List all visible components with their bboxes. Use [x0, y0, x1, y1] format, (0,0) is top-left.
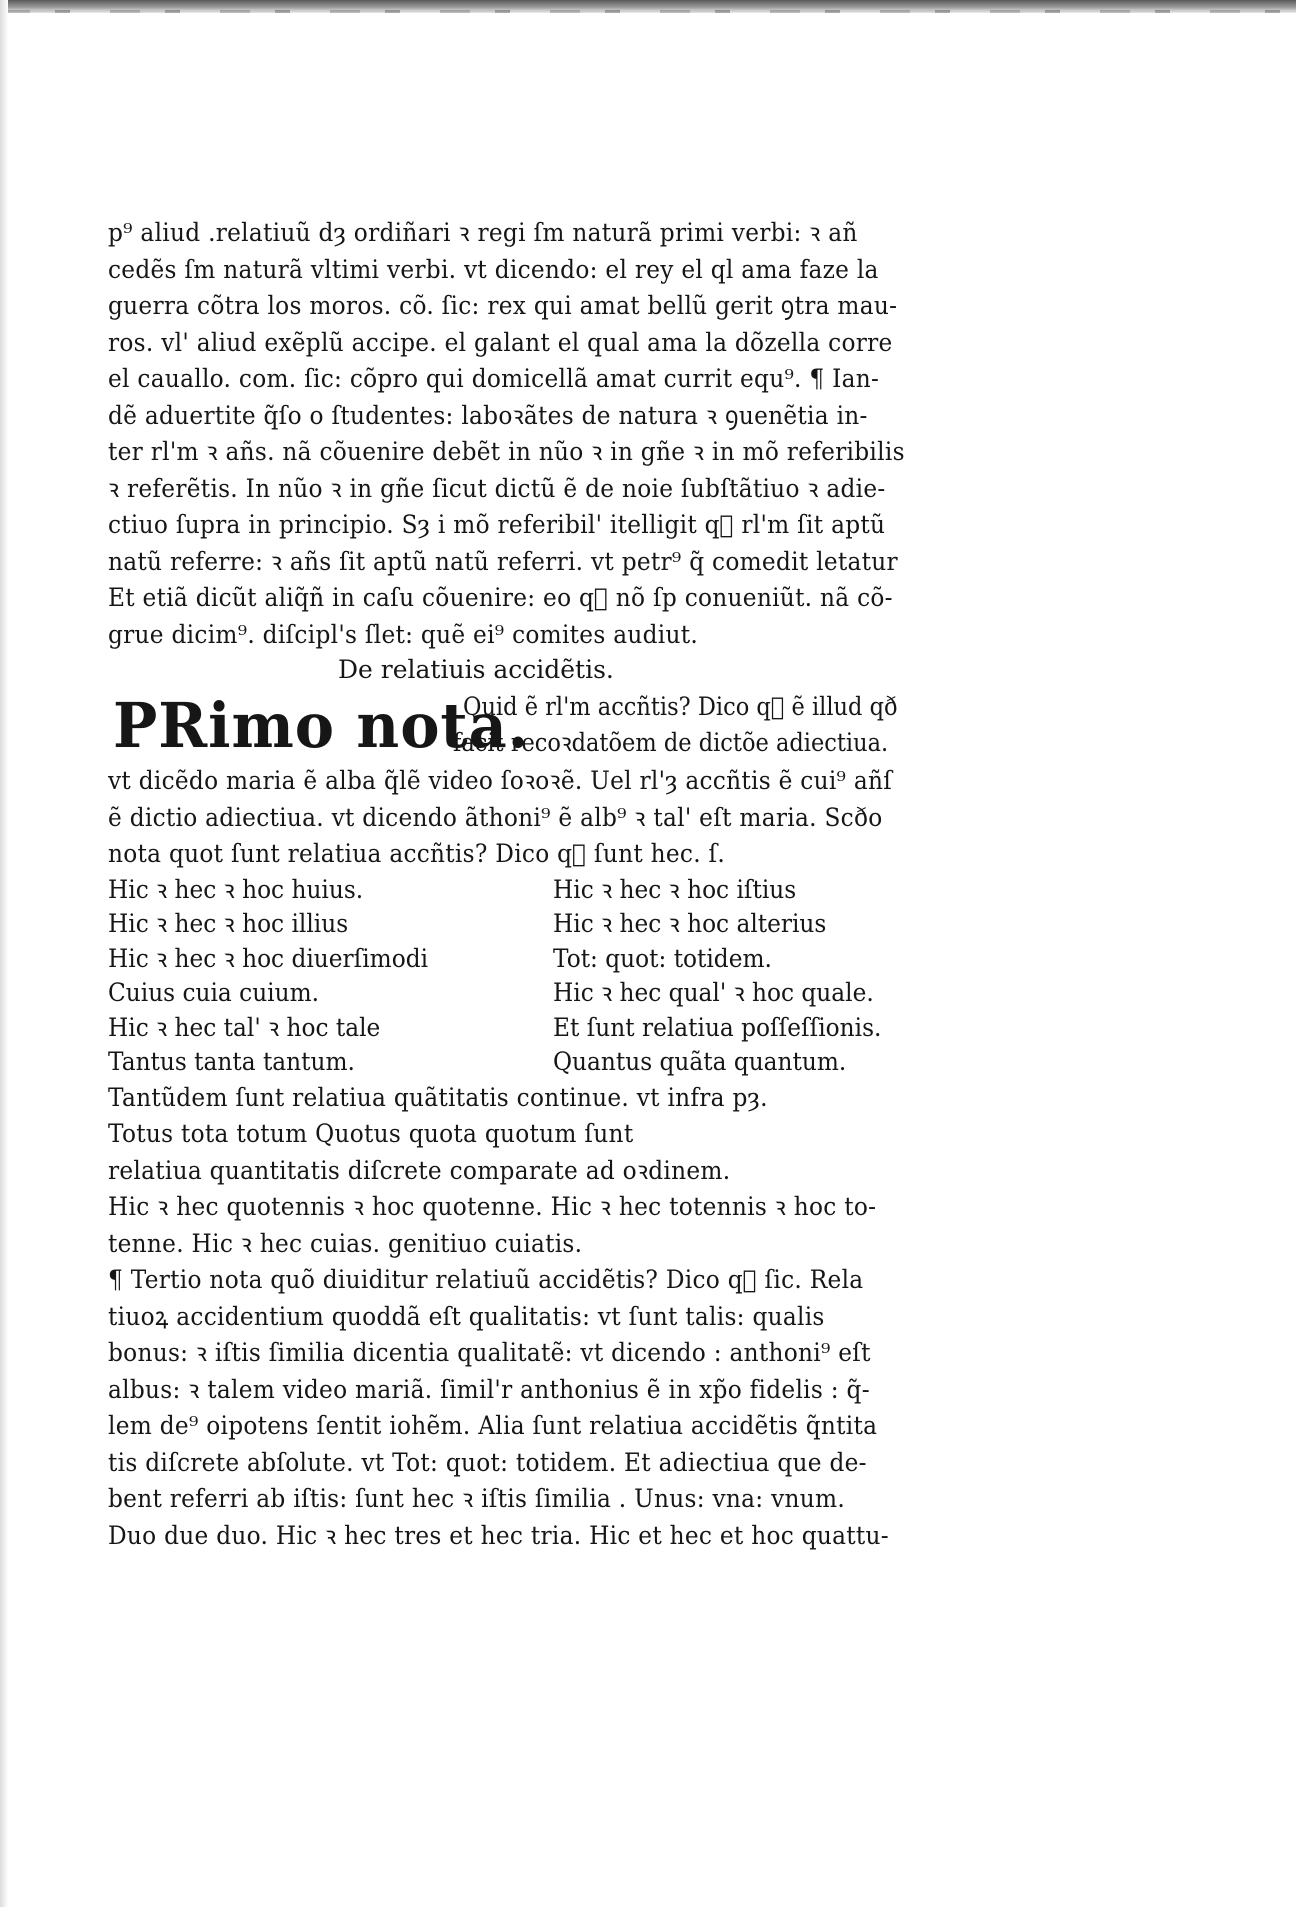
list-item: Tantus tanta tantum.	[108, 1047, 355, 1076]
text-line: guerra cõtra los moros. cõ. ſic: rex qui amat bellũ gerit ꝯtra mau-	[108, 291, 898, 320]
text-line: Quid ẽ rl'm accñtis? Dico q᷑ ẽ illud qð	[463, 692, 898, 721]
text-line: albus: ꝛ talem video mariã. ſimil'r anthonius ẽ in xp̃o fidelis : q̃-	[108, 1374, 870, 1404]
text-line: ¶ Tertio nota quõ diuiditur relatiuũ accidẽtis? Dico q᷑ ſic. Rela	[108, 1265, 864, 1294]
list-row	[108, 942, 968, 977]
scan-top-edge	[0, 0, 1296, 12]
section-heading: De relatiuis accidẽtis.	[338, 655, 614, 684]
text-line: Hic ꝛ hec quotennis ꝛ hoc quotenne. Hic ꝛ hec totennis ꝛ hoc to-	[108, 1192, 877, 1221]
text-line: Totus tota totum Quotus quota quotum ſunt	[108, 1119, 634, 1148]
text-line: natũ referre: ꝛ añs ſit aptũ natũ referri. vt petr⁹ q̃ comedit letatur	[108, 546, 898, 576]
text-line: bonus: ꝛ iſtis ſimilia dicentia qualitatẽ: vt dicendo : anthoni⁹ eſt	[108, 1338, 871, 1367]
list-item: Hic ꝛ hec ꝛ hoc huius.	[108, 874, 364, 904]
list-item: Hic ꝛ hec ꝛ hoc illius	[108, 909, 349, 938]
text-line: tenne. Hic ꝛ hec cuias. genitiuo cuiatis.	[108, 1228, 583, 1258]
text-line: nota quot ſunt relatiua accñtis? Dico q᷑ ſunt hec. ſ.	[108, 839, 726, 868]
list-item: Et ſunt relatiua poſſeſſionis.	[553, 1012, 882, 1042]
paragraph-3	[108, 1080, 968, 1555]
text-line: Et etiã dicũt aliq̃ñ in caſu cõuenire: eo q᷑ nõ ſp conueniũt. nã cõ-	[108, 583, 893, 612]
text-line: p⁹ aliud .relatiuũ dȝ ordiñari ꝛ regi ſm naturã primi verbi: ꝛ añ	[108, 218, 858, 247]
list-item: Hic ꝛ hec tal' ꝛ hoc tale	[108, 1012, 381, 1042]
scan-left-edge	[0, 0, 8, 1907]
list-item: Hic ꝛ hec ꝛ hoc alterius	[553, 909, 827, 938]
text-line: ꝛ referẽtis. In nũo ꝛ in gñe ſicut dictũ ẽ de noie ſubſtãtiuo ꝛ adie-	[108, 473, 886, 503]
list-row	[108, 1045, 968, 1080]
list-item: Hic ꝛ hec ꝛ hoc iſtius	[553, 874, 797, 904]
list-item: Hic ꝛ hec ꝛ hoc diuerſimodi	[108, 943, 429, 973]
text-line: ros. vl' aliud exẽplũ accipe. el galant el qual ama la dõzella corre	[108, 327, 893, 357]
text-line: tis diſcrete abſolute. vt Tot: quot: totidem. Et adiectiua que de-	[108, 1447, 867, 1477]
text-line: dẽ aduertite q̃ſo o ſtudentes: laboꝛãtes de natura ꝛ ꝯuenẽtia in-	[108, 400, 868, 430]
text-line: lem de⁹ oipotens ſentit iohẽm. Alia ſunt relatiua accidẽtis q̃ntita	[108, 1411, 878, 1440]
text-line: relatiua quantitatis diſcrete comparate ad oꝛdinem.	[108, 1155, 731, 1185]
list-item: Tot: quot: totidem.	[553, 943, 772, 973]
list-item: Hic ꝛ hec qual' ꝛ hoc quale.	[553, 978, 874, 1007]
list-item: Quantus quãta quantum.	[553, 1047, 847, 1076]
text-line: grue dicim⁹. diſcipl's ſlet: quẽ ei⁹ comites audiut.	[108, 619, 699, 649]
text-line: bent referri ab iſtis: ſunt hec ꝛ iſtis ſimilia . Unus: vna: vnum.	[108, 1484, 845, 1513]
paragraph-2	[108, 763, 968, 873]
text-line: vt dicẽdo maria ẽ alba q̃lẽ video ſoꝛoꝛẽ. Uel rl'ȝ accñtis ẽ cui⁹ añſ	[108, 766, 893, 795]
primo-nota-block	[108, 687, 968, 763]
relatiua-list	[108, 873, 968, 1080]
list-item: Cuius cuia cuium.	[108, 978, 320, 1007]
decorated-initial: PRimo nota.	[113, 689, 530, 762]
page-text	[108, 215, 968, 1554]
list-row	[108, 976, 968, 1011]
text-line: cedẽs ſm naturã vltimi verbi. vt dicendo: el rey el ql ama faze la	[108, 254, 879, 284]
text-line: ctiuo ſupra in principio. Sȝ i mõ referibil' itelligit q᷑ rl'm ſit aptũ	[108, 510, 886, 539]
list-row	[108, 1011, 968, 1046]
text-line: Tantũdem ſunt relatiua quãtitatis continue. vt infra pȝ.	[108, 1082, 768, 1112]
list-row	[108, 873, 968, 908]
text-line: ẽ dictio adiectiua. vt dicendo ãthoni⁹ ẽ alb⁹ ꝛ tal' eſt maria. Scðo	[108, 802, 883, 832]
list-row	[108, 907, 968, 942]
paragraph-1	[108, 215, 968, 653]
text-line: el cauallo. com. ſic: cõpro qui domicellã amat currit equ⁹. ¶ Ian-	[108, 364, 880, 393]
text-line: Duo due duo. Hic ꝛ hec tres et hec tria. Hic et hec et hoc quattu-	[108, 1520, 889, 1550]
text-line: ter rl'm ꝛ añs. nã cõuenire debẽt in nũo ꝛ in gñe ꝛ in mõ referibilis	[108, 437, 905, 466]
text-line: tiuoꝝ accidentium quoddã eſt qualitatis: vt ſunt talis: qualis	[108, 1301, 825, 1331]
text-line: facit recoꝛdatõem de dictõe adiectiua.	[453, 728, 889, 757]
